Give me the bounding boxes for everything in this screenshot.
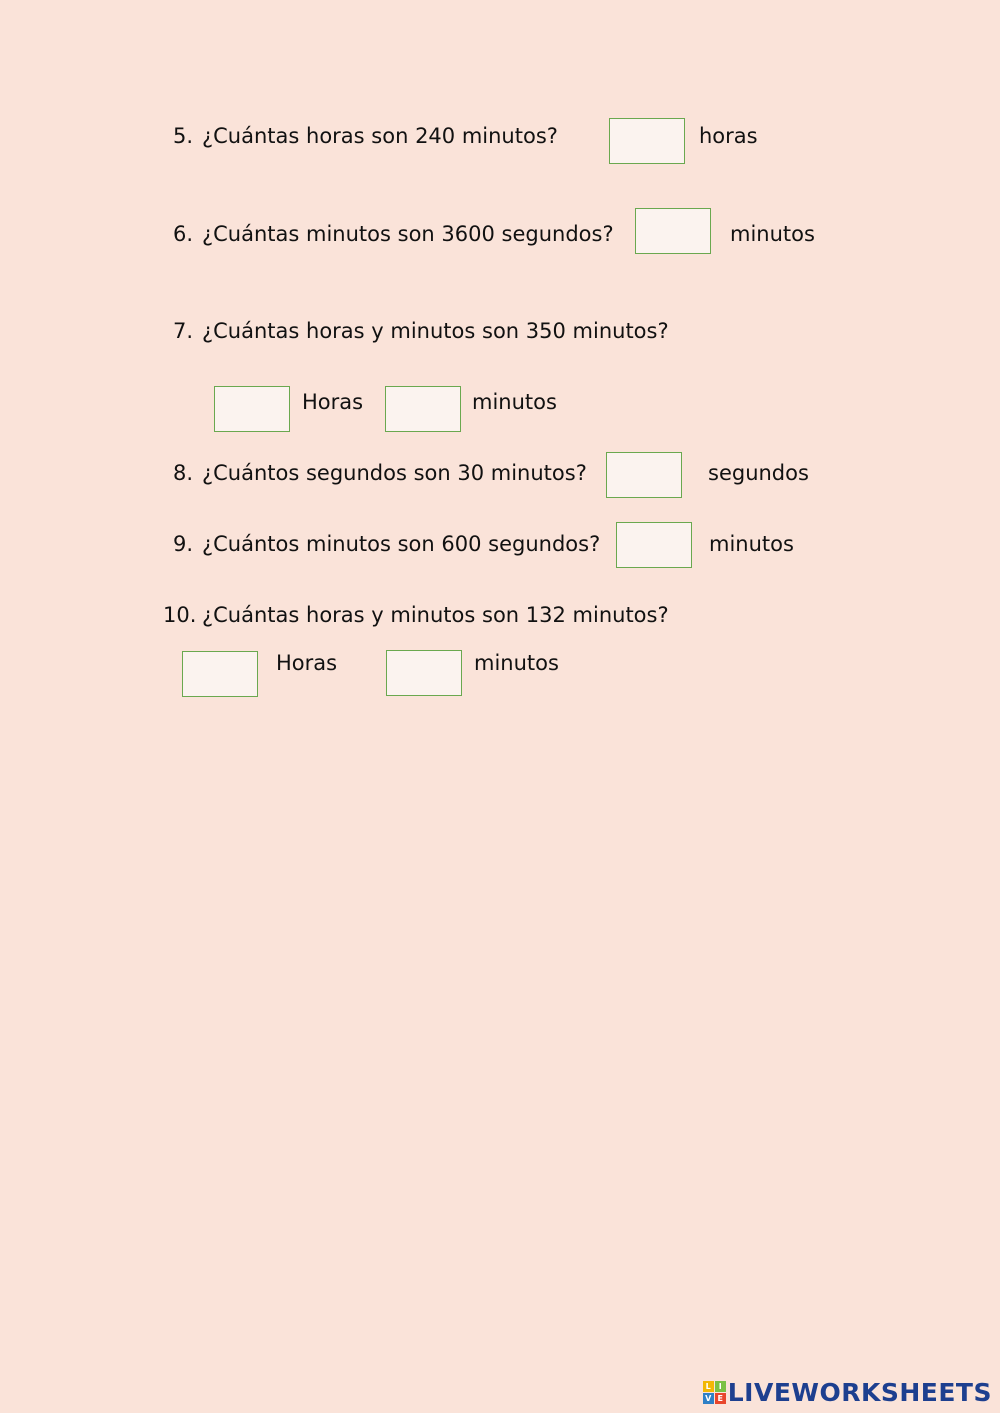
question-text: ¿Cuántos minutos son 600 segundos?: [202, 532, 601, 556]
unit-label: minutos: [472, 390, 557, 414]
logo-mark-tile: V: [703, 1393, 714, 1404]
question-text: ¿Cuántas horas y minutos son 132 minutos?: [202, 603, 669, 627]
logo-text: LIVEWORKSHEETS: [727, 1378, 992, 1407]
question-number: 8.: [172, 461, 193, 485]
unit-label: minutos: [709, 532, 794, 556]
answer-input-q8[interactable]: [606, 452, 682, 498]
question-number: 5.: [172, 124, 193, 148]
question-number: 6.: [172, 222, 193, 246]
unit-label: Horas: [276, 651, 338, 675]
unit-label: minutos: [474, 651, 559, 675]
answer-input-q7-hours[interactable]: [214, 386, 290, 432]
answer-input-q10-hours[interactable]: [182, 651, 258, 697]
logo-mark-icon: [703, 1381, 726, 1404]
question-number: 7.: [172, 319, 193, 343]
unit-label: segundos: [708, 461, 809, 485]
liveworksheets-logo: [703, 1378, 992, 1407]
answer-input-q6[interactable]: [635, 208, 711, 254]
answer-input-q9[interactable]: [616, 522, 692, 568]
question-text: ¿Cuántas horas son 240 minutos?: [202, 124, 558, 148]
unit-label: horas: [699, 124, 758, 148]
unit-label: Horas: [302, 390, 364, 414]
question-text: ¿Cuántas minutos son 3600 segundos?: [202, 222, 614, 246]
logo-mark-tile: L: [703, 1381, 714, 1392]
question-number: 9.: [172, 532, 193, 556]
question-text: ¿Cuántas horas y minutos son 350 minutos?: [202, 319, 669, 343]
question-number: 10.: [163, 603, 197, 627]
logo-mark-tile: E: [715, 1393, 726, 1404]
unit-label: minutos: [730, 222, 815, 246]
question-text: ¿Cuántos segundos son 30 minutos?: [202, 461, 587, 485]
answer-input-q7-minutes[interactable]: [385, 386, 461, 432]
answer-input-q5[interactable]: [609, 118, 685, 164]
answer-input-q10-minutes[interactable]: [386, 650, 462, 696]
logo-mark-tile: I: [715, 1381, 726, 1392]
